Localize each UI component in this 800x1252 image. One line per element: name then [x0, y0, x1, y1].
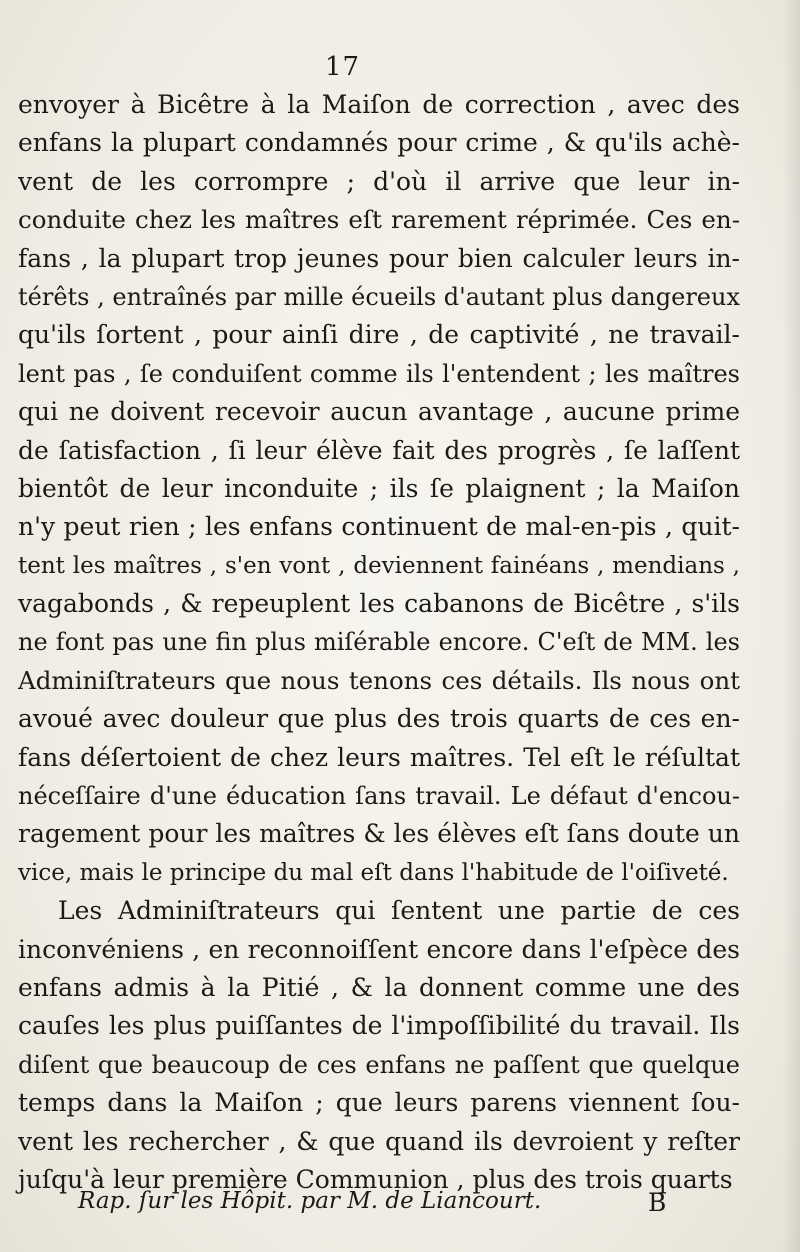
text-line: cauſes les plus puiſſantes de l'impoſſibilité du travail. Ils [18, 1011, 740, 1041]
text-line: fans déſertoient de chez leurs maîtres. Tel eſt le réſultat [18, 742, 740, 772]
text-line: temps dans la Maiſon ; que leurs parens viennent ſou- [18, 1088, 740, 1118]
text-line: enfans la plupart condamnés pour crime , & qu'ils achè- [18, 128, 740, 158]
page-number: 17 [325, 52, 361, 82]
text-line: lent pas , ſe conduiſent comme ils l'entendent ; les maîtres [18, 359, 740, 388]
text-line: Adminiſtrateurs que nous tenons ces détails. Ils nous ont [18, 665, 740, 695]
text-line: avoué avec douleur que plus des trois quarts de ces en- [18, 704, 740, 734]
text-line: enfans admis à la Pitié , & la donnent comme une des [18, 972, 740, 1002]
paragraph [18, 892, 740, 1199]
text-line: vent de les corrompre ; d'où il arrive que leur in- [18, 166, 740, 196]
text-line: bientôt de leur inconduite ; ils ſe plaignent ; la Maiſon [18, 473, 740, 503]
text-line: térêts , entraînés par mille écueils d'autant plus dangereux [18, 282, 740, 311]
running-footer: Rap. ſur les Hôpit. par M. de Liancourt. [78, 1188, 542, 1214]
text-line: Les Adminiſtrateurs qui ſentent une partie de ces [58, 896, 740, 926]
text-line: vice, mais le principe du mal eſt dans l'habitude de l'oiſiveté. [18, 859, 729, 886]
signature-mark: B [648, 1188, 667, 1217]
text-line: conduite chez les maîtres eſt rarement réprimée. Ces en- [18, 205, 740, 235]
text-line: inconvéniens , en reconnoiſſent encore dans l'eſpèce des [18, 934, 740, 964]
text-line: diſent que beaucoup de ces enfans ne paſſent que quelque [18, 1050, 740, 1079]
body-text [18, 86, 740, 1199]
text-line: ragement pour les maîtres & les élèves eſt ſans doute un [18, 819, 740, 849]
page-edge-shadow [782, 0, 800, 1252]
text-line: vent les rechercher , & que quand ils devroient y reſter [18, 1126, 740, 1156]
text-line: fans , la plupart trop jeunes pour bien calculer leurs in- [18, 243, 740, 273]
text-line: néceſſaire d'une éducation ſans travail. Le défaut d'encou- [18, 782, 740, 811]
text-line: n'y peut rien ; les enfans continuent de mal-en-pis , quit- [18, 512, 740, 542]
text-line: qui ne doivent recevoir aucun avantage , aucune prime [18, 397, 740, 427]
text-line: de ſatisfaction , ſi leur élève fait des progrès , ſe laſſent [18, 435, 740, 465]
text-line: juſqu'à leur première Communion , plus des trois quarts [18, 1164, 733, 1194]
text-line: qu'ils ſortent , pour ainſi dire , de captivité , ne travail- [18, 320, 740, 350]
paragraph [18, 86, 740, 892]
text-line: envoyer à Bicêtre à la Maiſon de correction , avec des [18, 90, 740, 119]
text-line: tent les maîtres , s'en vont , deviennent fainéans , mendians , [18, 552, 740, 579]
text-line: vagabonds , & repeuplent les cabanons de Bicêtre , s'ils [18, 589, 740, 619]
text-line: ne font pas une fin plus miſérable encore. C'eſt de MM. les [18, 628, 740, 657]
